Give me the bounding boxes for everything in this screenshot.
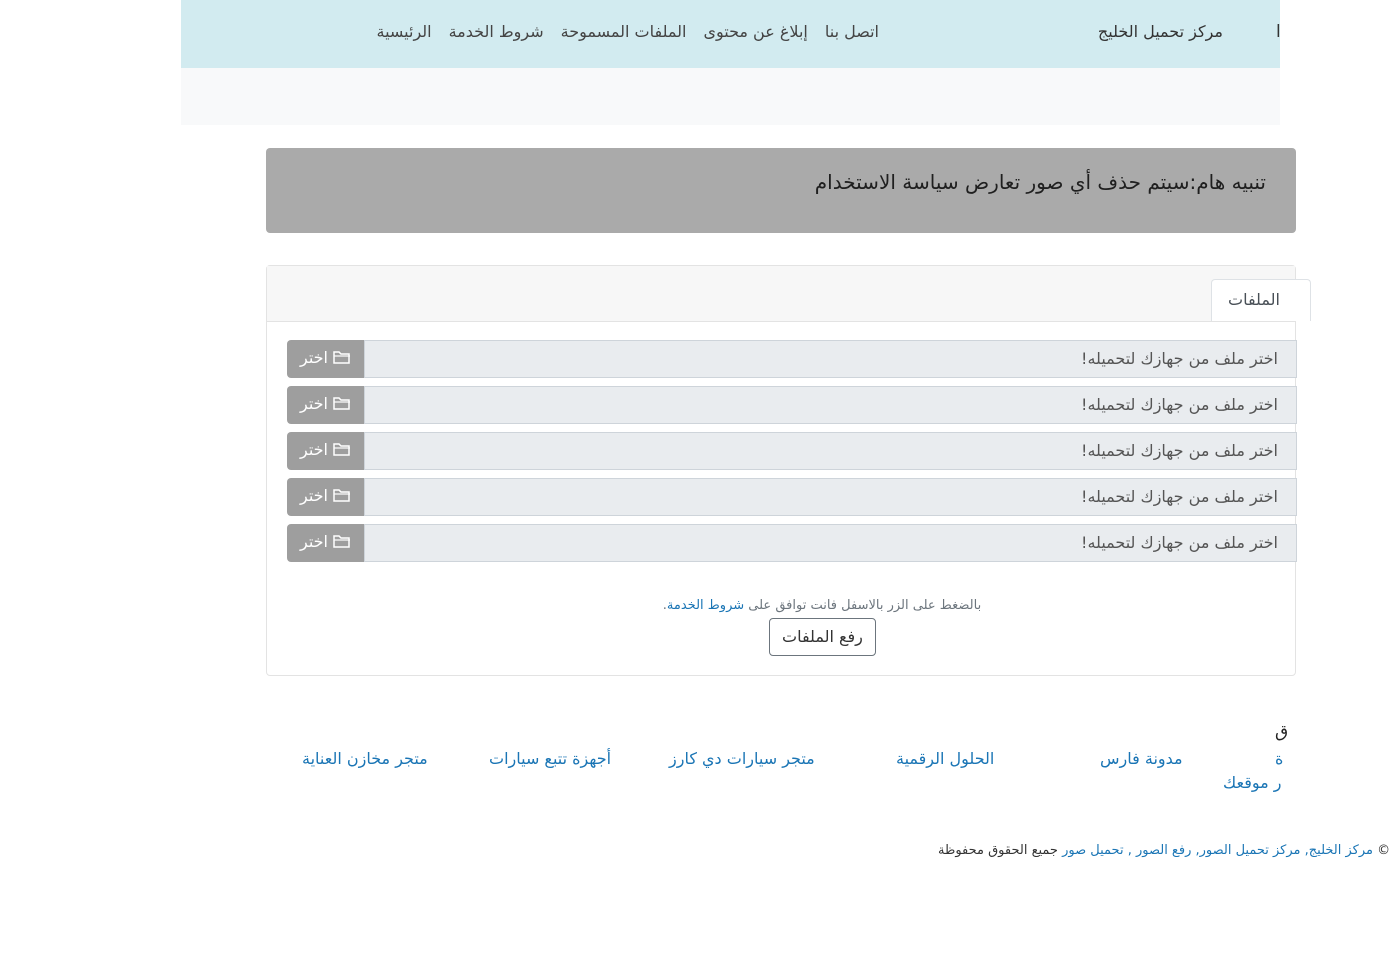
alert-text: تنبيه هام:سيتم حذف أي صور تعارض سياسة الاستخدام (814, 170, 1266, 194)
file-input-placeholder: اختر ملف من جهازك لتحميله! (1081, 349, 1278, 368)
upload-card (266, 265, 1296, 676)
file-row (287, 340, 1297, 378)
file-input[interactable] (364, 340, 1297, 378)
footer-link-dcars-store[interactable]: متجر سيارات دي كارز (669, 749, 815, 768)
nav-terms[interactable]: شروط الخدمة (448, 22, 544, 41)
footer-link-car-trackers[interactable]: أجهزة تتبع سيارات (489, 749, 612, 768)
copyright-line (938, 843, 1390, 858)
nav-home[interactable]: الرئيسية (376, 22, 432, 41)
file-input[interactable] (364, 524, 1297, 562)
file-row (287, 386, 1297, 424)
tab-files-label: الملفات (1228, 290, 1280, 309)
file-row (287, 524, 1297, 562)
file-input-placeholder: اختر ملف من جهازك لتحميله! (1081, 441, 1278, 460)
top-navbar (181, 0, 1280, 68)
footer-link-care-store[interactable]: متجر مخازن العناية (302, 749, 428, 768)
file-row (287, 432, 1297, 470)
nav-report-content[interactable]: إبلاغ عن محتوى (703, 22, 808, 41)
nav-links (376, 22, 879, 41)
copyright-text: جميع الحقوق محفوظة © (938, 843, 1390, 858)
upload-files-button[interactable] (769, 618, 876, 656)
terms-link[interactable]: شروط الخدمة (666, 598, 745, 613)
footer-heading-fragment: ق (1275, 722, 1289, 742)
terms-suffix: . (662, 598, 667, 613)
terms-notice (267, 598, 1377, 613)
choose-file-label: اختر (300, 532, 328, 551)
choose-file-button[interactable] (287, 386, 364, 424)
footer-link-digital-solutions[interactable]: الحلول الرقمية (896, 749, 995, 768)
nav-allowed-files[interactable]: الملفات المسموحة (560, 22, 687, 41)
footer-link-fares-blog[interactable]: مدونة فارس (1100, 749, 1183, 768)
footer-link-your-site[interactable]: ر موقعك (1223, 773, 1282, 792)
brand-link[interactable]: مركز تحميل الخليج (1097, 22, 1223, 41)
sub-bar (181, 68, 1280, 125)
folder-open-icon (333, 349, 351, 365)
choose-file-button[interactable] (287, 432, 364, 470)
folder-open-icon (333, 395, 351, 411)
file-input[interactable] (364, 386, 1297, 424)
choose-file-label: اختر (300, 394, 328, 413)
tab-files[interactable] (1211, 279, 1311, 321)
choose-file-button[interactable] (287, 478, 364, 516)
choose-file-button[interactable] (287, 524, 364, 562)
copyright-links[interactable]: مركز الخليج, مركز تحميل الصور, رفع الصور , تحميل صور (1062, 843, 1373, 858)
choose-file-label: اختر (300, 486, 328, 505)
footer-link-cut-off[interactable]: ة (1275, 749, 1284, 768)
file-input[interactable] (364, 432, 1297, 470)
choose-file-label: اختر (300, 348, 328, 367)
folder-open-icon (333, 441, 351, 457)
file-input-placeholder: اختر ملف من جهازك لتحميله! (1081, 487, 1278, 506)
brand-logo-fragment[interactable]: ا (1276, 22, 1281, 42)
file-input-placeholder: اختر ملف من جهازك لتحميله! (1081, 395, 1278, 414)
choose-file-button[interactable] (287, 340, 364, 378)
upload-files-label: رفع الملفات (782, 627, 863, 646)
terms-prefix: بالضغط على الزر بالاسفل فانت توافق على (744, 598, 982, 613)
card-header (267, 266, 1295, 322)
folder-open-icon (333, 487, 351, 503)
choose-file-label: اختر (300, 440, 328, 459)
notice-alert (266, 148, 1296, 233)
file-input-placeholder: اختر ملف من جهازك لتحميله! (1081, 533, 1278, 552)
file-row (287, 478, 1297, 516)
file-input[interactable] (364, 478, 1297, 516)
folder-open-icon (333, 533, 351, 549)
nav-contact[interactable]: اتصل بنا (824, 22, 879, 41)
